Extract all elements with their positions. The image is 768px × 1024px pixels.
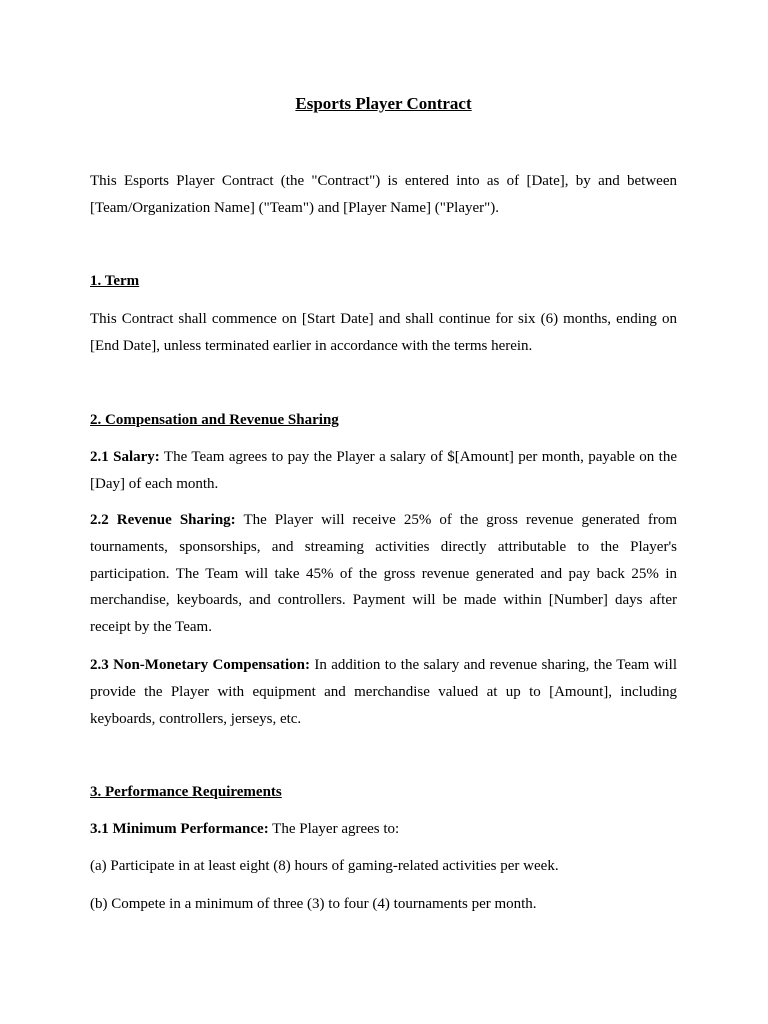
minimum-performance-clause: [90, 816, 677, 843]
non-monetary-text: In addition to the salary and revenue sharing, the Team will provide the Player with equipment and merchandise valued at up to [Amount], including keyboards, controllers, jerseys, etc.: [90, 657, 678, 727]
section-heading-compensation: 2. Compensation and Revenue Sharing: [90, 412, 339, 428]
revenue-sharing-label: 2.2 Revenue Sharing:: [90, 512, 236, 528]
non-monetary-clause: [90, 652, 677, 732]
revenue-sharing-clause: [90, 507, 677, 641]
section-heading-term: 1. Term: [90, 273, 140, 289]
revenue-sharing-text: The Player will receive 25% of the gross revenue generated from tournaments, sponsorships, and streaming activities directly attributable to the Player's participation. The Team will take 45% of the gross revenue generated and pay back 25% in merchandise, keyboards, and controllers. Payment will be made within [Number] days after receipt by the Team.: [90, 512, 677, 636]
minimum-performance-label: 3.1 Minimum Performance:: [90, 821, 269, 837]
salary-clause-label: 2.1 Salary:: [90, 449, 160, 465]
section-heading-performance: 3. Performance Requirements: [90, 784, 282, 800]
performance-item-a: (a) Participate in at least eight (8) hours of gaming-related activities per week.: [90, 858, 559, 874]
contract-page: [90, 0, 677, 1024]
intro-paragraph: This Esports Player Contract (the "Contract") is entered into as of [Date], by and between [Team/Organization Name] ("Team") and [Player Name] ("Player").: [90, 173, 677, 216]
salary-clause-text: The Team agrees to pay the Player a salary of $[Amount] per month, payable on the [Day] of each month.: [90, 449, 678, 492]
performance-item-b: (b) Compete in a minimum of three (3) to four (4) tournaments per month.: [90, 896, 537, 912]
minimum-performance-text: The Player agrees to:: [268, 821, 400, 837]
non-monetary-label: 2.3 Non-Monetary Compensation:: [90, 657, 310, 673]
salary-clause: [90, 444, 677, 498]
term-paragraph: This Contract shall commence on [Start Date] and shall continue for six (6) months, ending on [End Date], unless terminated earlier in accordance with the terms herein.: [90, 311, 677, 354]
document-title: Esports Player Contract: [295, 94, 472, 113]
